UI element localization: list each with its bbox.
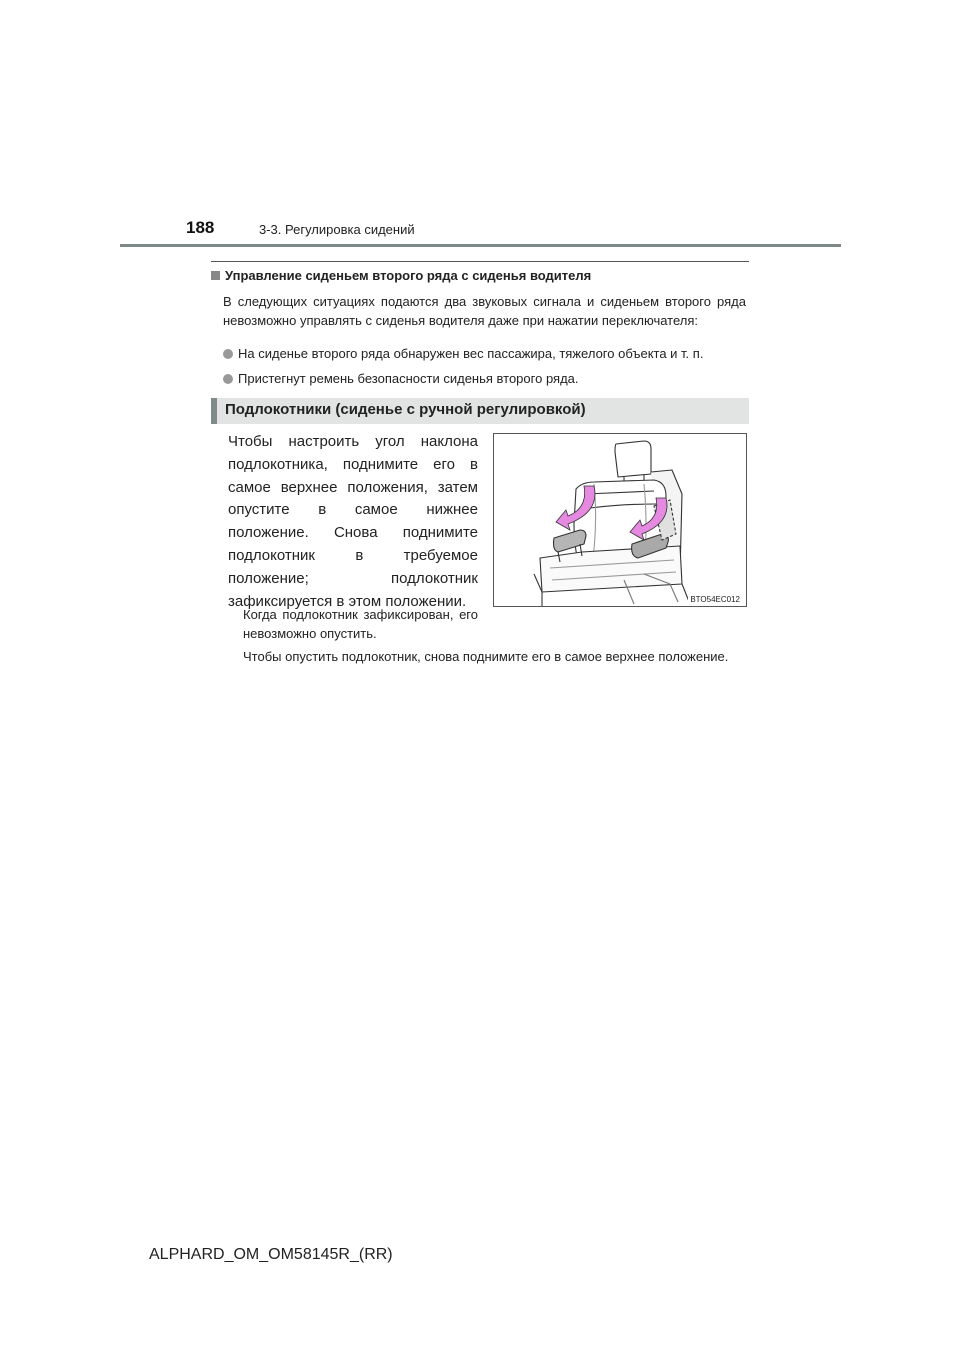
armrest-heading: Подлокотники (сиденье с ручной регулировкой) (225, 401, 586, 418)
square-bullet-icon (211, 271, 220, 280)
armrest-heading-band (211, 398, 749, 424)
bullet-text: На сиденье второго ряда обнаружен вес пассажира, тяжелого объекта и т. п. (238, 346, 704, 361)
armrest-note-lower: Чтобы опустить подлокотник, снова поднимите его в самое верхнее положение. (243, 649, 729, 664)
subsection-title: Управление сиденьем второго ряда с сиденья водителя (225, 268, 592, 283)
figure-code: BTO54EC012 (690, 595, 740, 604)
section-divider (211, 261, 749, 262)
bullet-text: Пристегнут ремень безопасности сиденья второго ряда. (238, 371, 579, 386)
armrest-body-text: Чтобы настроить угол наклона подлокотника, поднимите его в самое верхнее положения, затем опустите в самое нижнее положение. Снова поднимите подлокотник в требуемое положение; подлокотник зафиксируется в этом положении. (228, 433, 478, 610)
round-bullet-icon (223, 374, 233, 384)
subsection-intro: В следующих ситуациях подаются два звуковых сигнала и сиденьем второго ряда невозможно управлять с сиденья водителя даже при нажатии переключателя: (223, 294, 746, 328)
section-label: 3-3. Регулировка сидений (259, 222, 415, 237)
seat-illustration (494, 434, 747, 607)
armrest-note-locked: Когда подлокотник зафиксирован, его невозможно опустить. (243, 607, 478, 641)
bullet-item (223, 346, 703, 361)
footer-doc-id: ALPHARD_OM_OM58145R_(RR) (149, 1246, 393, 1263)
page-number: 188 (186, 218, 215, 237)
round-bullet-icon (223, 349, 233, 359)
heading-accent-bar (211, 398, 217, 424)
header-rule (120, 244, 841, 247)
armrest-figure (493, 433, 747, 607)
bullet-item (223, 371, 579, 386)
subsection-heading (211, 268, 591, 283)
